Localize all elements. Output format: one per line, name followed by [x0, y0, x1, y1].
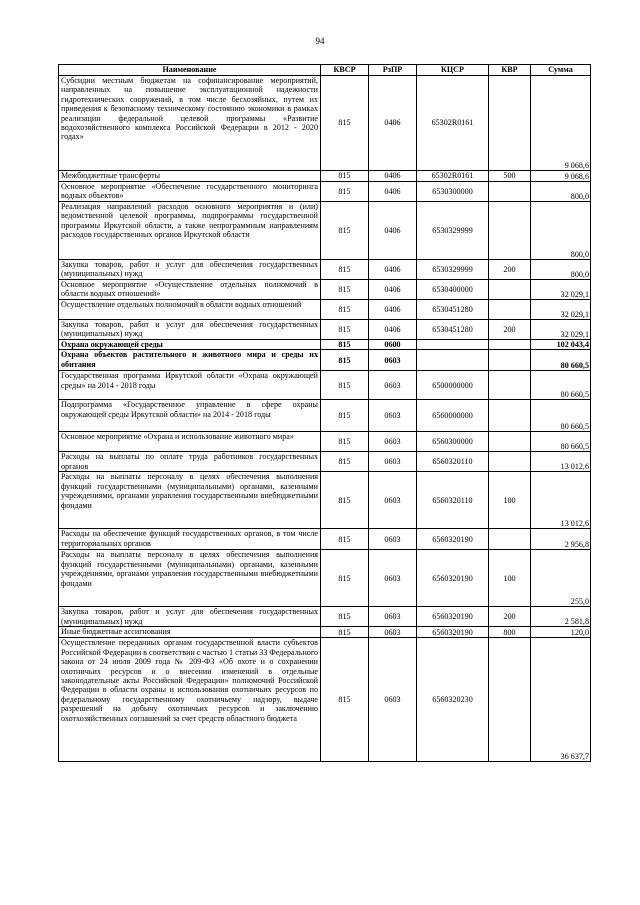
- cell-sum: 80 660,5: [531, 350, 591, 371]
- cell-sum: 2 581,8: [531, 607, 591, 627]
- cell-kcsr: 6560320190: [417, 529, 489, 550]
- table-row: [59, 400, 591, 432]
- table-row: [59, 638, 591, 762]
- cell-kvr: 100: [489, 472, 531, 529]
- page-number: 94: [315, 36, 325, 46]
- header-kcsr: КЦСР: [417, 65, 489, 76]
- cell-kcsr: 6560320190: [417, 550, 489, 607]
- table-row: [59, 76, 591, 171]
- cell-kvsr: 815: [321, 638, 369, 762]
- cell-rzpr: 0603: [369, 350, 417, 371]
- cell-kvr: 200: [489, 607, 531, 627]
- cell-kvsr: 815: [321, 202, 369, 260]
- table-row: [59, 171, 591, 182]
- cell-kcsr: 6530300000: [417, 182, 489, 202]
- cell-rzpr: 0600: [369, 340, 417, 350]
- cell-name: Основное мероприятие «Охрана и использование животного мира»: [59, 432, 321, 452]
- cell-sum: 102 043,4: [531, 340, 591, 350]
- cell-kvsr: 815: [321, 340, 369, 350]
- cell-kvr: [489, 280, 531, 300]
- cell-sum: 9 068,6: [531, 171, 591, 182]
- cell-kvr: [489, 400, 531, 432]
- cell-rzpr: 0406: [369, 320, 417, 340]
- cell-kvr: 100: [489, 550, 531, 607]
- cell-kcsr: [417, 350, 489, 371]
- cell-kvsr: 815: [321, 627, 369, 638]
- table-row: [59, 452, 591, 472]
- table-body: [59, 76, 591, 762]
- cell-kcsr: 6560320190: [417, 627, 489, 638]
- cell-rzpr: 0603: [369, 529, 417, 550]
- table-row: [59, 340, 591, 350]
- cell-sum: 80 660,5: [531, 371, 591, 400]
- table-row: [59, 550, 591, 607]
- cell-kvr: [489, 202, 531, 260]
- cell-rzpr: 0603: [369, 638, 417, 762]
- cell-sum: 2 956,8: [531, 529, 591, 550]
- cell-name: Охрана окружающей среды: [59, 340, 321, 350]
- cell-name: Межбюджетные трансферты: [59, 171, 321, 182]
- cell-rzpr: 0603: [369, 550, 417, 607]
- cell-kvsr: 815: [321, 529, 369, 550]
- header-kvr: КВР: [489, 65, 531, 76]
- cell-kvr: [489, 452, 531, 472]
- cell-name: Субсидии местным бюджетам на софинансирование мероприятий, направленных на повышение эксплуатационной надежности гидротехнических сооружений, в том числе бесхозяйных, путем их приведения к безопасному техническому состоянию экономики в рамках реализации федеральной целевой программы «Развитие водохозяйственного комплекса Российской Федерации в 2012 - 2020 годах»: [59, 76, 321, 171]
- cell-kvr: [489, 432, 531, 452]
- cell-rzpr: 0603: [369, 400, 417, 432]
- cell-kvsr: 815: [321, 452, 369, 472]
- cell-kvsr: 815: [321, 550, 369, 607]
- cell-name: Расходы на выплаты персоналу в целях обеспечения выполнения функций государственными (муниципальными) органами, казенными учреждениями, органами управления государственными внебюджетными фондами: [59, 550, 321, 607]
- cell-kvsr: 815: [321, 607, 369, 627]
- table-row: [59, 432, 591, 452]
- cell-rzpr: 0406: [369, 76, 417, 171]
- table-row: [59, 607, 591, 627]
- header-rzpr: РзПР: [369, 65, 417, 76]
- cell-kvr: [489, 529, 531, 550]
- cell-sum: 120,0: [531, 627, 591, 638]
- budget-table: [58, 64, 591, 762]
- cell-kvsr: 815: [321, 320, 369, 340]
- table-row: [59, 280, 591, 300]
- cell-kcsr: 6500000000: [417, 371, 489, 400]
- cell-kvsr: 815: [321, 472, 369, 529]
- cell-sum: 32 029,1: [531, 280, 591, 300]
- cell-sum: 36 637,7: [531, 638, 591, 762]
- cell-rzpr: 0406: [369, 182, 417, 202]
- cell-sum: 800,0: [531, 202, 591, 260]
- cell-sum: 13 012,6: [531, 452, 591, 472]
- cell-kvsr: 815: [321, 400, 369, 432]
- cell-sum: 80 660,5: [531, 400, 591, 432]
- cell-kvr: 200: [489, 260, 531, 280]
- cell-kcsr: 6560000000: [417, 400, 489, 432]
- table-row: [59, 260, 591, 280]
- cell-kvsr: 815: [321, 350, 369, 371]
- cell-sum: 800,0: [531, 182, 591, 202]
- cell-rzpr: 0603: [369, 607, 417, 627]
- cell-name: Осуществление отдельных полномочий в области водных отношений: [59, 300, 321, 320]
- cell-kvsr: 815: [321, 171, 369, 182]
- cell-sum: 255,0: [531, 550, 591, 607]
- cell-kvr: [489, 340, 531, 350]
- cell-kcsr: 6560300000: [417, 432, 489, 452]
- cell-kvsr: 815: [321, 300, 369, 320]
- cell-name: Закупка товаров, работ и услуг для обеспечения государственных (муниципальных) нужд: [59, 320, 321, 340]
- cell-kcsr: 6530400000: [417, 280, 489, 300]
- cell-name: Подпрограмма «Государственное управление в сфере охраны окружающей среды Иркутской области» на 2014 - 2018 годы: [59, 400, 321, 432]
- cell-name: Реализация направлений расходов основного мероприятия и (или) ведомственной целевой программы, подпрограммы государственной программы Иркутской области, а также непрограммным направлениям расходов государственных органов Иркутской области: [59, 202, 321, 260]
- cell-kvsr: 815: [321, 432, 369, 452]
- cell-kvsr: 815: [321, 371, 369, 400]
- table-row: [59, 202, 591, 260]
- cell-kcsr: [417, 340, 489, 350]
- cell-name: Осуществление переданных органам государственной власти субъектов Российской Федерации в соответствии с частью 1 статьи 33 Федерального закона от 24 июля 2009 года № 209-ФЗ «Об охоте и о сохранении охотничьих ресурсов и о внесении изменений в отдельные законодательные акты Российской Федерации» полномочий Российской Федерации в области охраны и использования охотничьих ресурсов по федеральному государственному охотничьему надзору, выдаче разрешений на добычу охотничьих ресурсов и заключению охотхозяйственных соглашений за счет средств областного бюджета: [59, 638, 321, 762]
- table-row: [59, 182, 591, 202]
- table-row: [59, 529, 591, 550]
- cell-kcsr: 6560320230: [417, 638, 489, 762]
- cell-kvr: [489, 350, 531, 371]
- cell-rzpr: 0406: [369, 280, 417, 300]
- cell-kcsr: 6530329999: [417, 260, 489, 280]
- cell-kvsr: 815: [321, 280, 369, 300]
- cell-sum: 80 660,5: [531, 432, 591, 452]
- cell-sum: 32 029,1: [531, 300, 591, 320]
- cell-rzpr: 0406: [369, 202, 417, 260]
- cell-kcsr: 6530451280: [417, 320, 489, 340]
- header-sum: Сумма: [531, 65, 591, 76]
- table-row: [59, 371, 591, 400]
- cell-rzpr: 0603: [369, 452, 417, 472]
- cell-kvr: [489, 76, 531, 171]
- header-kvsr: КВСР: [321, 65, 369, 76]
- cell-rzpr: 0603: [369, 371, 417, 400]
- cell-kvr: [489, 300, 531, 320]
- cell-rzpr: 0406: [369, 260, 417, 280]
- cell-name: Расходы на выплаты по оплате труда работников государственных органов: [59, 452, 321, 472]
- cell-kvr: 800: [489, 627, 531, 638]
- table-row: [59, 350, 591, 371]
- cell-kcsr: 65302R0161: [417, 171, 489, 182]
- cell-kvr: [489, 638, 531, 762]
- cell-rzpr: 0603: [369, 627, 417, 638]
- cell-sum: 9 068,6: [531, 76, 591, 171]
- cell-rzpr: 0406: [369, 300, 417, 320]
- cell-rzpr: 0406: [369, 171, 417, 182]
- cell-kcsr: 6560320110: [417, 472, 489, 529]
- cell-name: Охрана объектов растительного и животного мира и среды их обитания: [59, 350, 321, 371]
- cell-sum: 32 029,1: [531, 320, 591, 340]
- cell-name: Государственная программа Иркутской области «Охрана окружающей среды» на 2014 - 2018 годы: [59, 371, 321, 400]
- cell-name: Расходы на обеспечение функций государственных органов, в том числе территориальных органов: [59, 529, 321, 550]
- table-row: [59, 472, 591, 529]
- cell-kvsr: 815: [321, 260, 369, 280]
- cell-kvr: 500: [489, 171, 531, 182]
- cell-kvr: [489, 371, 531, 400]
- cell-kvr: [489, 182, 531, 202]
- cell-kcsr: 6560320190: [417, 607, 489, 627]
- header-name: Наименование: [59, 65, 321, 76]
- cell-sum: 800,0: [531, 260, 591, 280]
- cell-sum: 13 012,6: [531, 472, 591, 529]
- cell-name: Иные бюджетные ассигнования: [59, 627, 321, 638]
- cell-kcsr: 6560320110: [417, 452, 489, 472]
- table-row: [59, 320, 591, 340]
- cell-kvr: 200: [489, 320, 531, 340]
- cell-kvsr: 815: [321, 182, 369, 202]
- cell-name: Расходы на выплаты персоналу в целях обеспечения выполнения функций государственными (муниципальными) органами, казенными учреждениями, органами управления государственными внебюджетными фондами: [59, 472, 321, 529]
- cell-name: Закупка товаров, работ и услуг для обеспечения государственных (муниципальных) нужд: [59, 607, 321, 627]
- cell-kvsr: 815: [321, 76, 369, 171]
- cell-kcsr: 6530451280: [417, 300, 489, 320]
- table-row: [59, 627, 591, 638]
- cell-rzpr: 0603: [369, 472, 417, 529]
- table-row: [59, 300, 591, 320]
- cell-name: Закупка товаров, работ и услуг для обеспечения государственных (муниципальных) нужд: [59, 260, 321, 280]
- cell-name: Основное мероприятие «Осуществление отдельных полномочий в области водных отношений»: [59, 280, 321, 300]
- table-header-row: [59, 65, 591, 76]
- cell-kcsr: 65302R0161: [417, 76, 489, 171]
- cell-kcsr: 6530329999: [417, 202, 489, 260]
- cell-name: Основное мероприятие «Обеспечение государственного мониторинга водных объектов»: [59, 182, 321, 202]
- cell-rzpr: 0603: [369, 432, 417, 452]
